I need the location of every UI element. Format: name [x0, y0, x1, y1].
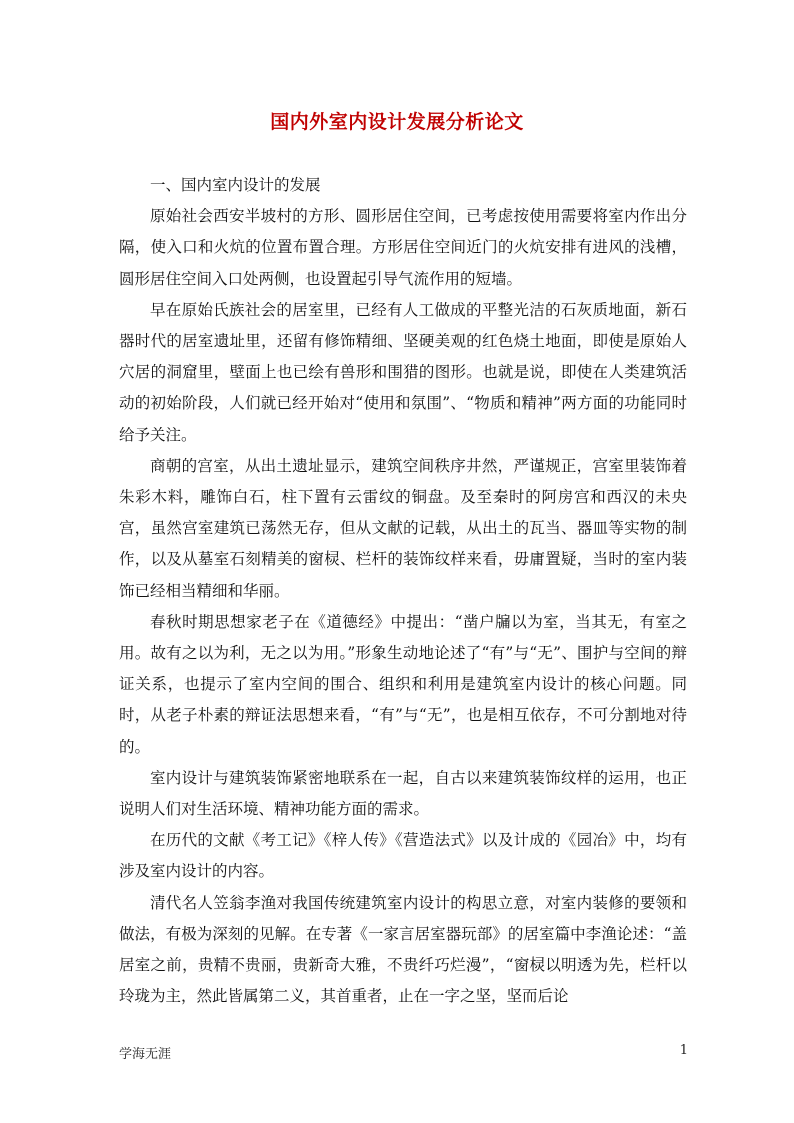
paragraph-6: 在历代的文献《考工记》《梓人传》《营造法式》以及计成的《园冶》中，均有涉及室内设计的内容。 [119, 831, 687, 881]
paragraph-3: 商朝的宫室，从出土遗址显示，建筑空间秩序井然，严谨规正，宫室里装饰着朱彩木料，雕饰白石，柱下置有云雷纹的铜盘。及至秦时的阿房宫和西汉的未央宫，虽然宫室建筑已荡然无存，但从文献的记载，从出土的瓦当、器皿等实物的制作，以及从墓室石刻精美的窗棂、栏杆的装饰纹样来看，毋庸置疑，当时的室内装饰已经相当精细和华丽。 [119, 456, 687, 600]
paragraph-1: 原始社会西安半坡村的方形、圆形居住空间，已考虑按使用需要将室内作出分隔，使入口和火炕的位置布置合理。方形居住空间近门的火炕安排有进风的浅槽，圆形居住空间入口处两侧，也设置起引导气流作用的短墙。 [119, 207, 687, 288]
paragraph-7: 清代名人笠翁李渔对我国传统建筑室内设计的构思立意，对室内装修的要领和做法，有极为深刻的见解。在专著《一家言居室器玩部》的居室篇中李渔论述：“盖居室之前，贵精不贵丽，贵新奇大雅，不贵纤巧烂漫”，“窗棂以明透为先，栏杆以玲珑为主，然此皆属第二义，其首重者，止在一字之坚，坚而后论 [119, 893, 687, 1006]
paragraph-5: 室内设计与建筑装饰紧密地联系在一起，自古以来建筑装饰纹样的运用，也正说明人们对生活环境、精神功能方面的需求。 [119, 768, 687, 819]
section-heading: 一、国内室内设计的发展 [150, 176, 321, 194]
paragraph-4: 春秋时期思想家老子在《道德经》中提出：“凿户牖以为室，当其无，有室之用。故有之以为利，无之以为用。”形象生动地论述了“有”与“无”、围护与空间的辩证关系，也提示了室内空间的围合、组织和利用是建筑室内设计的核心问题。同时，从老子朴素的辩证法思想来看，“有”与“无”，也是相互依存，不可分割地对待的。 [119, 612, 687, 756]
footer-motto: 学海无涯 [119, 1047, 172, 1062]
document-title: 国内外室内设计发展分析论文 [270, 111, 524, 133]
page-number: 1 [679, 1043, 688, 1058]
paragraph-2: 早在原始氏族社会的居室里，已经有人工做成的平整光洁的石灰质地面，新石器时代的居室遗址里，还留有修饰精细、坚硬美观的红色烧土地面，即使是原始人穴居的洞窟里，壁面上也已绘有兽形和围猎的图形。也就是说，即使在人类建筑活动的初始阶段，人们就已经开始对“使用和氛围”、“物质和精神”两方面的功能同时给予关注。 [119, 300, 687, 444]
document-body [119, 170, 687, 1012]
